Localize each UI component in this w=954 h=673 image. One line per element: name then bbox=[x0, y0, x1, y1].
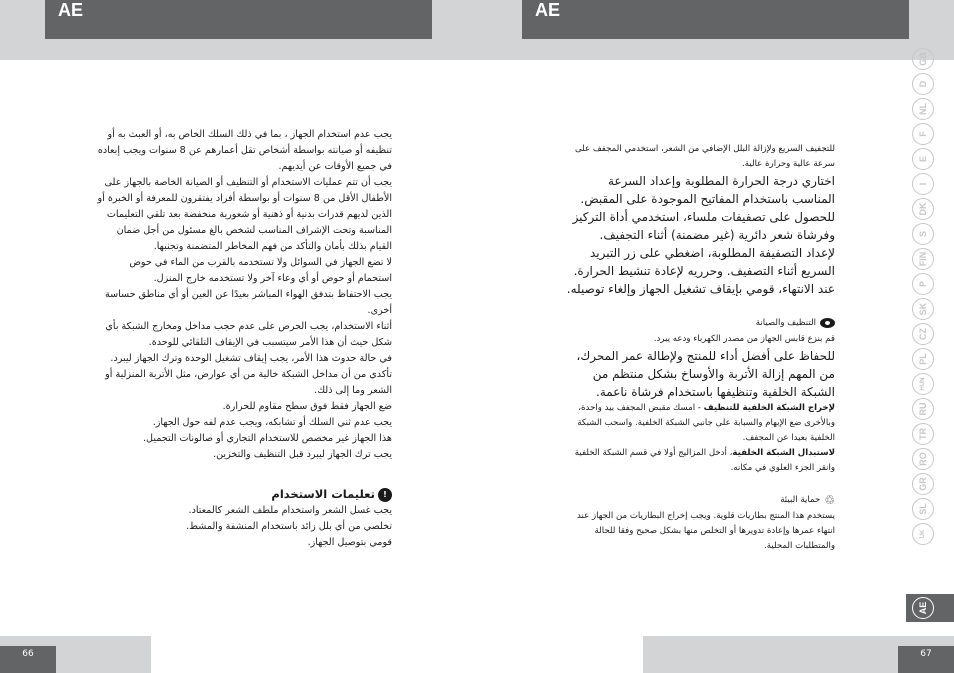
replace-grid-body: ، أدخل المزاليج أولا في قسم الشبكة الخلفية وانقر الجزء العلوي في مكانه. bbox=[574, 448, 835, 473]
language-code-right: AE bbox=[535, 0, 561, 20]
care-main: للحفاظ على أفضل أداء للمنتج ولإطالة عمر المحرك، من المهم إزالة الأتربة والأوساخ بشكل منتظم من الشبكة الخلفية وتنظيفها باستخدام فرشاة ناعمة. bbox=[576, 349, 835, 399]
language-code-left: AE bbox=[58, 0, 84, 20]
lang-tab-s[interactable]: S bbox=[912, 223, 934, 245]
lang-tab-gb[interactable]: GB bbox=[912, 48, 934, 70]
lang-tab-hun[interactable]: HUN bbox=[912, 373, 934, 395]
lang-tab-ae-active[interactable]: AE bbox=[912, 597, 934, 619]
language-tabs bbox=[912, 48, 938, 548]
usage-step: اختاري درجة الحرارة المطلوبة وإعداد السرعة المناسب باستخدام المفاتيح الموجودة على المقبض. bbox=[580, 174, 835, 206]
safety-paragraph: تأكدي من أن مداخل الشبكة خالية من أي عوارض، مثل الأتربة المنزلية أو الشعر وما إلى ذلك. bbox=[105, 369, 392, 396]
safety-paragraph: لا تضع الجهاز في السوائل ولا تستخدمه بالقرب من الماء في حوض استحمام أو حوض أو أي وعاء آخر ولا تستخدمه خارج المنزل. bbox=[129, 257, 392, 284]
usage-step: عند الانتهاء، قومي بإيقاف تشغيل الجهاز وإلغاء توصيله. bbox=[566, 282, 835, 296]
instruction-step: يجب غسل الشعر واستخدام ملطف الشعر كالمعتاد. bbox=[188, 505, 392, 516]
care-intro: قم بنزع قابس الجهاز من مصدر الكهرباء ودعه يبرد. bbox=[653, 334, 835, 344]
safety-paragraph: في حالة حدوث هذا الأمر، يجب إيقاف تشغيل الوحدة وترك الجهاز ليبرد. bbox=[110, 353, 392, 364]
remove-grid-label: لإخراج الشبكة الخلفية للتنظيف bbox=[703, 403, 835, 413]
safety-paragraph: ضع الجهاز فقط فوق سطح مقاوم للحرارة. bbox=[222, 401, 392, 412]
lang-tab-uk[interactable]: UK bbox=[912, 523, 934, 545]
replace-grid-label: لاستبدال الشبكة الخلفية bbox=[732, 448, 835, 458]
intro-text: للتجفيف السريع ولإزالة البلل الإضافي من الشعر، استخدمي المجفف على سرعة عالية وحرارة عالية. bbox=[574, 144, 835, 169]
care-heading bbox=[562, 314, 835, 332]
lang-tab-ru[interactable]: RU bbox=[912, 398, 934, 420]
lang-tab-d[interactable]: D bbox=[912, 73, 934, 95]
safety-paragraph: يجب عدم ثني السلك أو تشابكه، ويجب عدم لفه حول الجهاز. bbox=[152, 417, 392, 428]
lang-tab-sk[interactable]: SK bbox=[912, 298, 934, 320]
header-left bbox=[45, 0, 432, 39]
instructions-heading-text: تعليمات الاستخدام bbox=[271, 487, 375, 501]
safety-paragraph: يجب ترك الجهاز ليبرد قبل التنظيف والتخزين. bbox=[213, 449, 392, 460]
lang-tab-dk[interactable]: DK bbox=[912, 198, 934, 220]
remove-grid-text bbox=[562, 401, 835, 446]
exclamation-icon: ! bbox=[378, 488, 392, 502]
lang-tab-pl[interactable]: PL bbox=[912, 348, 934, 370]
environment-text: يستخدم هذا المنتج بطاريات قلوية. ويجب إخراج البطاريات من الجهاز عند انتهاء عمرها وإعادة تدويرها أو التخلص منها بشكل صحيح وفقا للحالة والمتطلبات المحلية. bbox=[576, 511, 835, 551]
remove-grid-body: - امسك مقبض المجفف بيد واحدة، وبالأخرى ضع الإبهام والسبابة على جانبي الشبكة الخلفية. واسحب الشبكة الخلفية بعيدا عن المجفف. bbox=[577, 403, 835, 443]
lang-tab-f[interactable]: F bbox=[912, 123, 934, 145]
safety-paragraph: يجب الاحتفاظ بتدفق الهواء المباشر بعيدًا عن العين أو أي مناطق حساسة أخرى. bbox=[104, 289, 392, 316]
page-number-left: 66 bbox=[0, 646, 56, 673]
header-right bbox=[522, 0, 909, 39]
instruction-step: تخلصي من أي بلل زائد باستخدام المنشفة والمشط. bbox=[186, 521, 392, 532]
care-heading-text: التنظيف والصيانة bbox=[755, 318, 816, 328]
recycle-icon: ♲ bbox=[824, 492, 835, 507]
lang-tab-cz[interactable]: CZ bbox=[912, 323, 934, 345]
environment-heading bbox=[562, 491, 835, 509]
eye-icon bbox=[820, 318, 835, 328]
safety-paragraph: يجب أن تتم عمليات الاستخدام أو التنظيف أو الصيانة الخاصة بالجهاز على الأطفال الأقل من 8 سنوات أو بواسطة أفراد يفتقرون للمعرفة أو الخبرة أو الذين لديهم قدرات بدنية أو ذهنية أو شعورية منخفضة بعد تلقي التعليمات المناسبة وتحت الإشراف المناسب لشخص بالغ مسئول من أجل ضمان القيام بذلك بأمان والتأكد من فهم المخاطر المتضمنة وتجنبها. bbox=[97, 177, 392, 252]
instructions-heading bbox=[97, 485, 392, 503]
lang-tab-sl[interactable]: SL bbox=[912, 498, 934, 520]
safety-paragraph: يجب عدم استخدام الجهاز ، بما في ذلك السلك الخاص به، أو العبث به أو تنظيفه أو صيانته بواسطة أشخاص تقل أعمارهم عن 8 سنوات ويجب إبعاده في جميع الأوقات عن أيديهم. bbox=[97, 129, 392, 172]
lang-tab-fin[interactable]: FIN bbox=[912, 248, 934, 270]
right-column bbox=[562, 142, 835, 554]
lang-tab-ro[interactable]: RO bbox=[912, 448, 934, 470]
replace-grid-text bbox=[562, 446, 835, 476]
lang-tab-e[interactable]: E bbox=[912, 148, 934, 170]
page-number-right: 67 bbox=[898, 646, 954, 673]
safety-paragraph: أثناء الاستخدام، يجب الحرص على عدم حجب مداخل ومخارج الشبكة بأي شكل حيث أن هذا الأمر سيتسبب في الإيقاف التلقائي للوحدة. bbox=[105, 321, 392, 348]
lang-tab-p[interactable]: P bbox=[912, 273, 934, 295]
safety-paragraph: هذا الجهاز غير مخصص للاستخدام التجاري أو صالونات التجميل. bbox=[143, 433, 392, 444]
lang-tab-nl[interactable]: NL bbox=[912, 98, 934, 120]
lang-tab-i[interactable]: I bbox=[912, 173, 934, 195]
usage-step: للحصول على تصفيفات ملساء، استخدمي أداة التركيز وفرشاة شعر دائرية (غير مضمنة) أثناء التجفيف. bbox=[572, 210, 835, 242]
lang-tab-tr[interactable]: TR bbox=[912, 423, 934, 445]
lang-tab-gr[interactable]: GR bbox=[912, 473, 934, 495]
instruction-step: قومي بتوصيل الجهاز. bbox=[307, 537, 392, 548]
environment-heading-text: حماية البيئة bbox=[780, 495, 821, 505]
usage-step: لإعداد التصفيفة المطلوبة، اضغطي على زر التبريد السريع أثناء التصفيف. وحرريه لإعادة تنشيط الحرارة. bbox=[573, 246, 835, 278]
left-column bbox=[97, 127, 392, 551]
